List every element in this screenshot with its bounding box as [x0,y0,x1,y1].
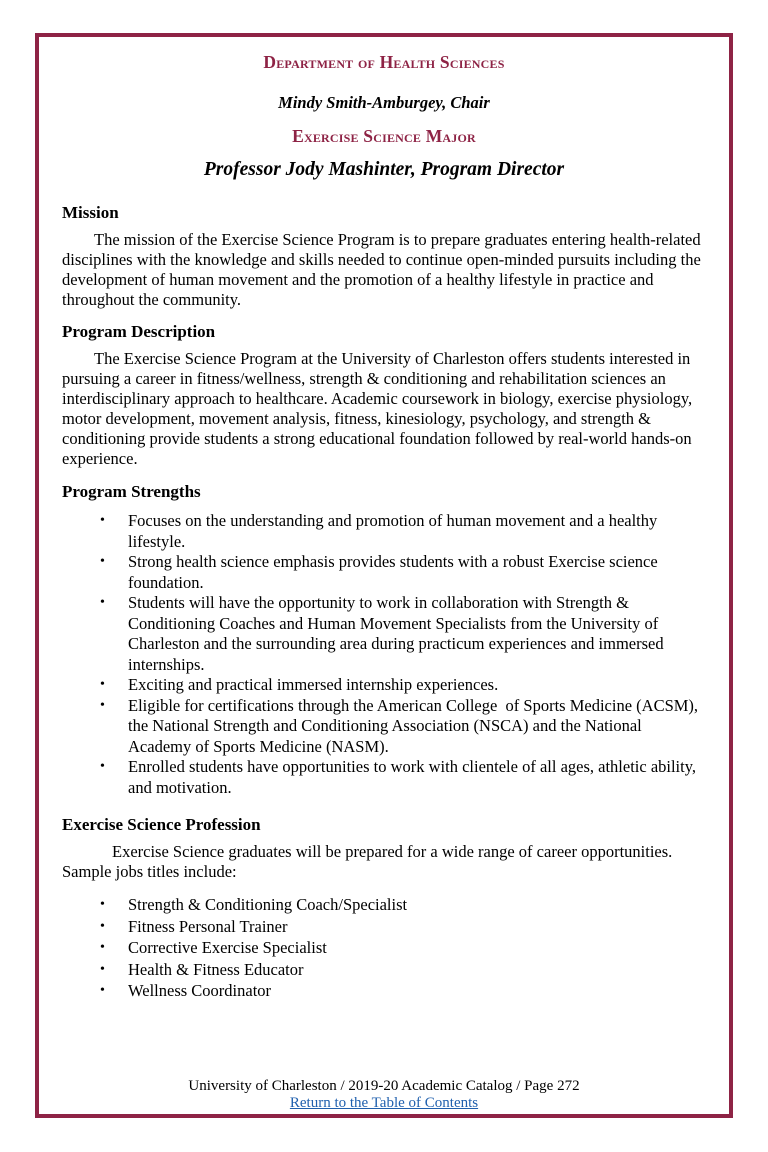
list-item [100,552,706,593]
bullet-icon: • [100,595,105,610]
list-item-text: Exciting and practical immersed internship experiences. [128,675,499,694]
bullet-icon: • [100,918,105,934]
bullet-icon: • [100,897,105,912]
list-item-text: Wellness Coordinator [128,981,272,1000]
bullet-icon: • [100,697,105,713]
bullet-icon: • [100,554,105,569]
mission-paragraph: The mission of the Exercise Science Program is to prepare graduates entering health-related disciplines with the knowledge and skills needed to continue open-minded pursuits including the development of human movement and the promotion of a healthy lifestyle in practice and throughout the community. [62,230,705,309]
profession-heading: Exercise Science Profession [62,815,261,834]
bullet-icon: • [100,513,105,528]
page-footer [39,1078,729,1112]
bullet-icon: • [100,759,105,774]
bullet-icon: • [100,983,105,998]
bullet-icon: • [100,940,105,955]
list-item [100,938,706,959]
profession-paragraph: Exercise Science graduates will be prepared for a wide range of career opportunities. Sample jobs titles include: [62,842,677,881]
list-item-text: Corrective Exercise Specialist [128,938,327,957]
list-item-text: Students will have the opportunity to work in collaboration with Strength & Conditioning Coaches and Human Movement Specialists from the University of Charleston and the surrounding area during practicum experiences and immersed internships. [128,593,668,674]
list-item [100,675,706,696]
mission-heading: Mission [62,203,119,222]
return-to-toc-link[interactable]: Return to the Table of Contents [289,1095,479,1111]
catalog-line: University of Charleston / 2019-20 Academic Catalog / Page 272 [188,1078,580,1094]
department-chair: Mindy Smith-Amburgey, Chair [278,93,490,112]
program-strengths-heading: Program Strengths [62,482,201,501]
list-item [100,757,706,798]
list-item [100,917,706,938]
list-item-text: Fitness Personal Trainer [128,916,288,936]
bullet-icon: • [100,677,105,692]
bullet-icon: • [100,961,105,977]
page-content [39,37,729,1002]
list-item [100,960,706,981]
list-item [100,895,706,916]
list-item-text: Focuses on the understanding and promotion of human movement and a healthy lifestyle. [128,511,662,551]
page-border-frame [35,33,733,1118]
job-titles-list [62,895,706,1002]
list-item-text: Strong health science emphasis provides students with a robust Exercise science foundation. [128,552,662,592]
list-item-text: Enrolled students have opportunities to work with clientele of all ages, athletic ability, and motivation. [128,757,701,797]
list-item-text: Eligible for certifications through the American College of Sports Medicine (ACSM), the National Strength and Conditioning Association (NSCA) and the National Academy of Sports Medicine (NASM). [128,695,703,756]
list-item-text: Health & Fitness Educator [128,959,304,979]
department-title: Department of Health Sciences [263,52,505,72]
major-title: Exercise Science Major [292,126,476,146]
list-item [100,511,706,552]
program-director: Professor Jody Mashinter, Program Director [203,159,565,180]
program-strengths-list [62,511,706,798]
list-item [100,593,706,675]
list-item [100,696,706,758]
program-description-heading: Program Description [62,322,216,341]
list-item-text: Strength & Conditioning Coach/Specialist [128,895,408,914]
program-description-paragraph: The Exercise Science Program at the University of Charleston offers students interested in pursuing a career in fitness/wellness, strength & conditioning and rehabilitation sciences an interdisciplinary approach to healthcare. Academic coursework in biology, exercise physiology, motor development, movement analysis, fitness, kinesiology, psychology, and strength & conditioning provide students a strong educational foundation followed by real-world hands-on experience. [62,349,697,468]
list-item [100,981,706,1002]
